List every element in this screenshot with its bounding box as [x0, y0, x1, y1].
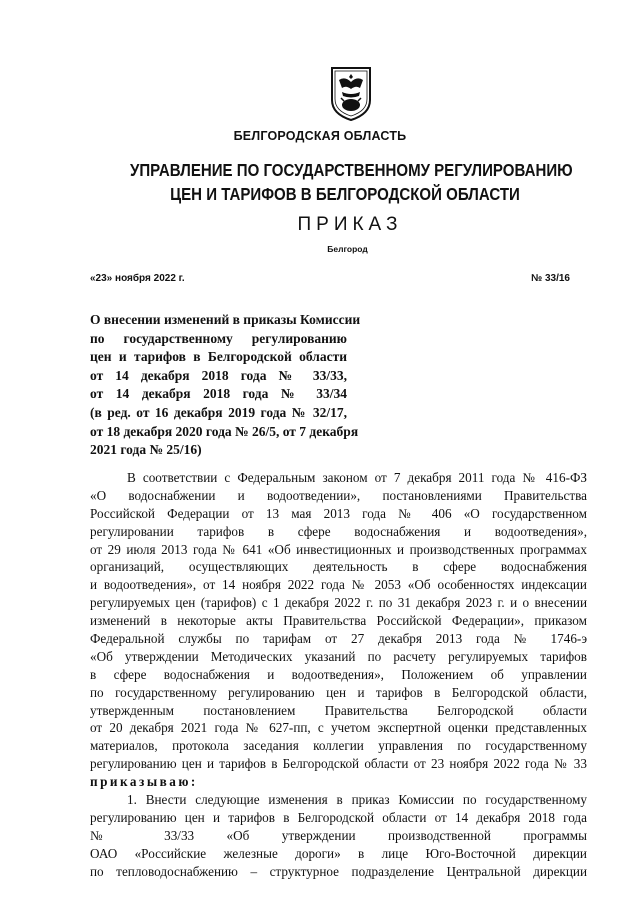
- body-line: Федеральной службы по тарифам от 27 декабря 2013 года № 1746-э: [90, 631, 587, 647]
- authority-line: ЦЕН И ТАРИФОВ В БЕЛГОРОДСКОЙ ОБЛАСТИ: [170, 184, 520, 204]
- authority-title: [130, 158, 573, 206]
- order-number: № 33/16: [531, 273, 570, 284]
- order-subject: [90, 311, 361, 460]
- body-line: и водоотведения», от 14 ноября 2022 года № 2053 «Об особенностях индексации: [90, 577, 587, 593]
- item-line: по тепловодоснабжению – структурное подразделение Центральной дирекции: [90, 863, 587, 879]
- body-line: «О водоснабжении и водоотведении», постановлениями Правительства: [90, 487, 587, 503]
- body-line: В соответствии с Федеральным законом от 7 декабря 2011 года № 416-ФЗ: [127, 470, 587, 485]
- city-name: Белгород: [327, 244, 368, 254]
- document-type: ПРИКАЗ: [297, 214, 403, 235]
- body-line: регулированию цен и тарифов в Белгородской области от 23 ноября 2022 года № 33: [90, 756, 587, 772]
- body-line: утвержденным постановлением Правительства Белгородской области: [90, 702, 587, 718]
- subject-line: О внесении изменений в приказы Комиссии: [90, 312, 361, 327]
- body-line: материалов, протокола заседания коллегии управления по государственному: [90, 738, 587, 754]
- subject-line: (в ред. от 16 декабря 2019 года № 32/17,: [90, 404, 347, 420]
- body-line: по государственному регулированию цен и тарифов в Белгородской области,: [90, 684, 587, 700]
- region-title: БЕЛГОРОДСКАЯ ОБЛАСТЬ: [233, 129, 407, 143]
- body-line: в сфере водоснабжения и водоотведения», Положением об управлении: [90, 666, 587, 682]
- body-line: изменений в некоторые акты Правительства Российской Федерации», приказом: [90, 613, 587, 629]
- order-body: [90, 469, 587, 880]
- body-line: «Об утверждении Методических указаний по расчету регулируемых тарифов: [90, 648, 587, 664]
- coat-of-arms-icon: [330, 66, 372, 122]
- order-date: «23» ноября 2022 г.: [90, 273, 185, 284]
- item-line: ОАО «Российские железные дороги» в лице Юго-Восточной дирекции: [90, 845, 587, 861]
- item-line: 1. Внести следующие изменения в приказ Комиссии по государственному: [127, 792, 587, 808]
- body-line: регулировании тарифов в сфере водоснабжения и водоотведения»,: [90, 523, 587, 539]
- subject-line: от 18 декабря 2020 года № 26/5, от 7 декабря: [90, 423, 359, 439]
- subject-line: от 14 декабря 2018 года № 33/34: [90, 386, 347, 402]
- subject-line: 2021 года № 25/16): [90, 442, 202, 458]
- subject-line: от 14 декабря 2018 года № 33/33,: [90, 367, 347, 383]
- body-line: от 20 декабря 2021 года № 627-пп, с учетом экспертной оценки представленных: [90, 720, 587, 736]
- item-line: регулированию цен и тарифов в Белгородской области от 14 декабря 2018 года: [90, 809, 587, 825]
- item-line: № 33/33 «Об утверждении производственной программы: [90, 827, 587, 843]
- body-line: организаций, осуществляющих деятельность в сфере водоснабжения: [90, 559, 587, 575]
- subject-line: цен и тарифов в Белгородской области: [90, 349, 347, 365]
- authority-line: УПРАВЛЕНИЕ ПО ГОСУДАРСТВЕННОМУ РЕГУЛИРОВАНИЮ: [130, 160, 573, 180]
- body-line: регулируемых цен (тарифов) с 1 декабря 2022 г. по 31 декабря 2023 г. и о внесении: [90, 595, 587, 611]
- body-line: Российской Федерации от 13 мая 2013 года № 406 «О государственном: [90, 505, 587, 521]
- subject-line: по государственному регулированию: [90, 330, 347, 346]
- body-line: от 29 июля 2013 года № 641 «Об инвестиционных и производственных программах: [90, 541, 587, 557]
- order-word: приказываю:: [90, 774, 198, 790]
